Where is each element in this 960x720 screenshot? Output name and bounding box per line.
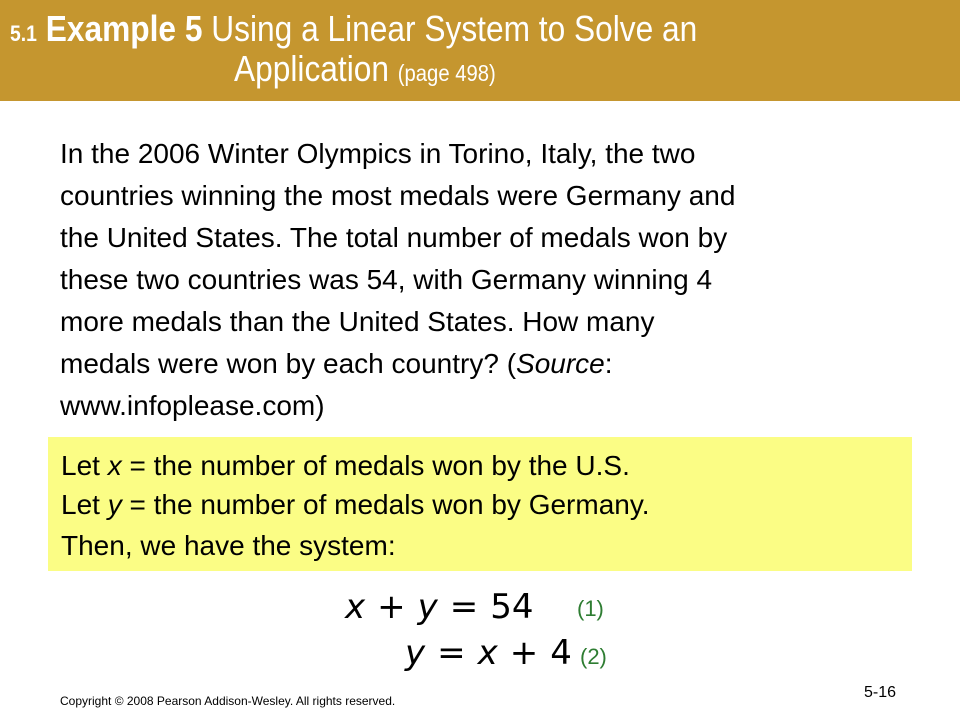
eq1-rhs: 54: [490, 587, 534, 627]
example-label: Example 5: [45, 8, 203, 49]
let-y-definition: = the number of medals won by Germany.: [121, 489, 650, 520]
variable-x: x: [107, 450, 122, 481]
problem-line-source: [60, 343, 930, 385]
variable-definition-box: [48, 437, 912, 571]
equation-1-label: (1): [577, 596, 604, 621]
eq2-var2: x: [477, 633, 498, 673]
system-intro-line: Then, we have the system:: [61, 530, 396, 561]
source-url: www.infoplease.com): [60, 390, 325, 421]
equation-2: [405, 633, 572, 673]
eq2-var1: y: [405, 633, 426, 673]
problem-line: In the 2006 Winter Olympics in Torino, Italy, the two: [60, 138, 696, 169]
problem-question: medals were won by each country?: [60, 348, 499, 379]
eq1-op2: =: [449, 587, 479, 627]
problem-line: countries winning the most medals were Germany and: [60, 180, 736, 211]
source-colon: :: [604, 348, 613, 379]
copyright-notice: Copyright © 2008 Pearson Addison-Wesley. All rights reserved.: [60, 694, 396, 708]
eq1-var1: x: [345, 587, 366, 627]
eq1-var2: y: [417, 587, 438, 627]
source-open-paren: (: [506, 348, 517, 379]
let-x-line: [61, 447, 630, 485]
eq2-op2: +: [509, 633, 539, 673]
eq1-op1: +: [377, 587, 406, 627]
page-reference: (page 498): [397, 60, 496, 86]
problem-statement: [60, 133, 930, 427]
title-bar: [0, 0, 960, 101]
section-number: 5.1: [10, 21, 37, 46]
source-label: Source: [516, 348, 605, 379]
slide-title-line2: [234, 48, 496, 94]
eq2-rhs: 4: [550, 633, 572, 673]
let-y-prefix: Let: [61, 489, 108, 520]
equation-1: [345, 587, 534, 627]
problem-line: the United States. The total number of medals won by: [60, 222, 728, 253]
equation-2-label: (2): [580, 644, 607, 669]
let-x-prefix: Let: [61, 450, 108, 481]
let-x-definition: = the number of medals won by the U.S.: [121, 450, 630, 481]
let-y-line: [61, 486, 650, 524]
variable-y: y: [107, 489, 122, 520]
problem-line: more medals than the United States. How many: [60, 306, 655, 337]
title-text-line2: Application: [234, 48, 389, 89]
title-text-line1: Using a Linear System to Solve an: [211, 8, 698, 49]
problem-line: these two countries was 54, with Germany winning 4: [60, 264, 713, 295]
slide-number: 5-16: [864, 684, 897, 701]
eq2-op1: =: [437, 633, 466, 673]
